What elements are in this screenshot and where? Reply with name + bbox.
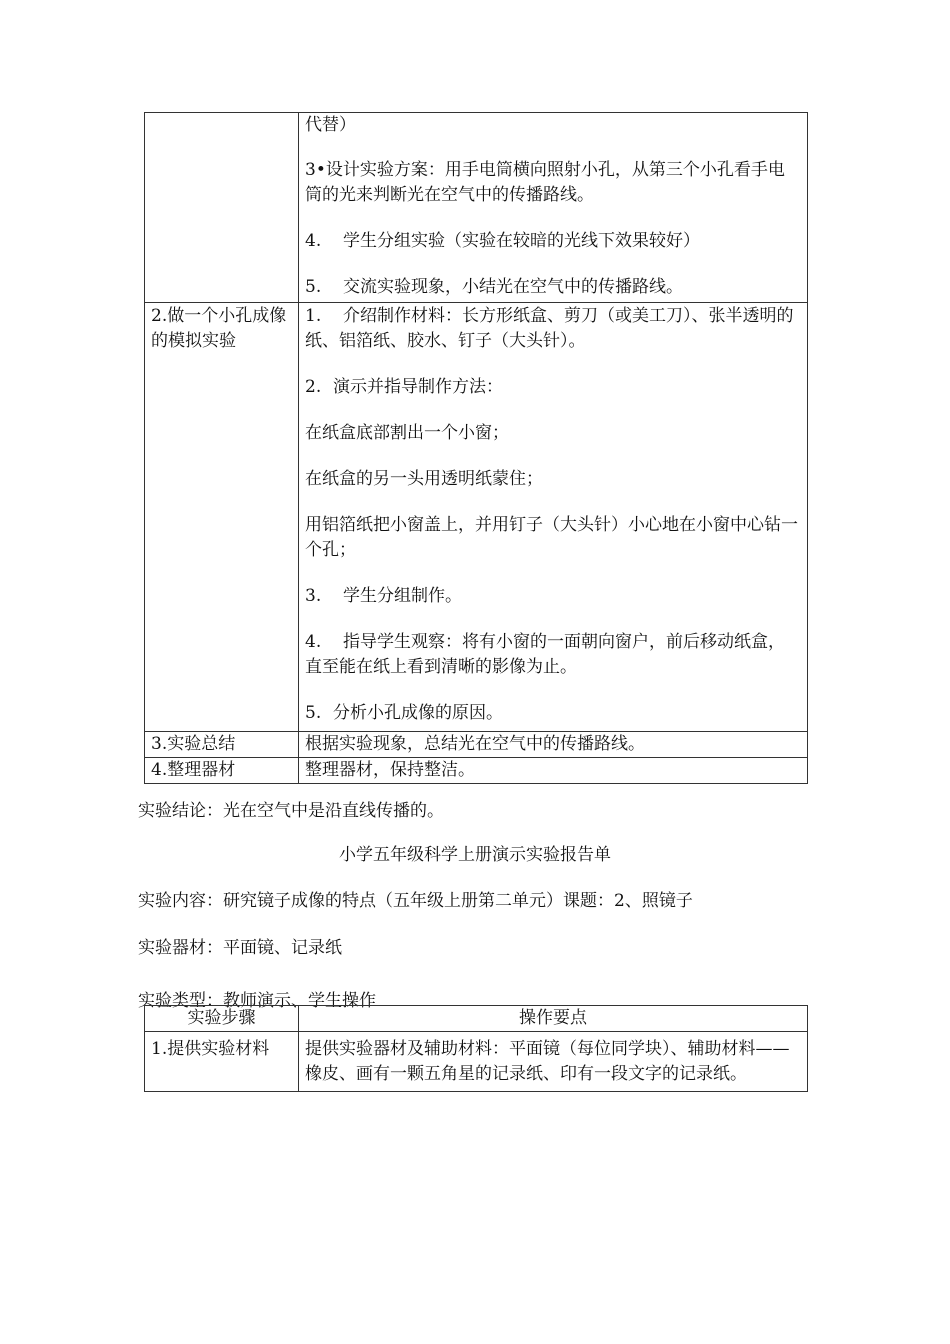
procedure-paragraph: 3. 学生分组制作。 — [305, 586, 462, 606]
procedure-paragraph: 5. 交流实验现象，小结光在空气中的传播路线。 — [305, 277, 683, 297]
procedure-cell: 整理器材，保持整洁。 — [299, 758, 808, 784]
procedure-paragraph: 代替） — [305, 115, 356, 135]
conclusion-text: 实验结论：光在空气中是沿直线传播的。 — [138, 801, 444, 821]
procedure-paragraph: 用铝箔纸把小窗盖上，并用钉子（大头针）小心地在小窗中心钻一个孔； — [305, 515, 798, 560]
step-cell — [145, 113, 299, 303]
procedure-paragraph: 3•设计实验方案：用手电筒横向照射小孔，从第三个小孔看手电筒的光来判断光在空气中的传播路线。 — [305, 160, 785, 205]
table-row — [145, 303, 808, 732]
procedure-paragraph: 4. 指导学生观察：将有小窗的一面朝向窗户，前后移动纸盒，直至能在纸上看到清晰的影像为止。 — [305, 632, 785, 677]
procedure-table-continued — [144, 112, 808, 784]
report-title: 小学五年级科学上册演示实验报告单 — [339, 845, 611, 865]
procedure-paragraph: 2. 演示并指导制作方法： — [305, 377, 503, 397]
procedure-cell — [299, 113, 808, 303]
step-cell: 4.整理器材 — [145, 758, 299, 784]
experiment-content-line: 实验内容：研究镜子成像的特点（五年级上册第二单元）课题：2、照镜子 — [138, 891, 693, 911]
column-header-step: 实验步骤 — [145, 1006, 299, 1032]
step-cell: 3.实验总结 — [145, 732, 299, 758]
experiment-type-line: 实验类型：教师演示、学生操作 — [138, 991, 376, 1011]
procedure-paragraph: 4. 学生分组实验（实验在较暗的光线下效果较好） — [305, 231, 700, 251]
table-header-row — [145, 1006, 808, 1032]
procedure-cell: 根据实验现象，总结光在空气中的传播路线。 — [299, 732, 808, 758]
table-row — [145, 1032, 808, 1092]
procedure-cell: 提供实验器材及辅助材料：平面镜（每位同学块）、辅助材料——橡皮、画有一颗五角星的记录纸、印有一段文字的记录纸。 — [299, 1032, 808, 1092]
table-row — [145, 758, 808, 784]
procedure-paragraph: 在纸盒的另一头用透明纸蒙住； — [305, 469, 543, 489]
experiment-equipment-line: 实验器材：平面镜、记录纸 — [138, 938, 342, 958]
procedure-paragraph: 1. 介绍制作材料：长方形纸盒、剪刀（或美工刀）、张半透明的纸、铝箔纸、胶水、钉子（大头针）。 — [305, 306, 794, 351]
procedure-paragraph: 5. 分析小孔成像的原因。 — [305, 703, 503, 723]
procedure-table — [144, 1005, 808, 1092]
step-cell: 1.提供实验材料 — [145, 1032, 299, 1092]
procedure-cell — [299, 303, 808, 732]
table-row — [145, 732, 808, 758]
step-cell: 2.做一个小孔成像的模拟实验 — [145, 303, 299, 732]
column-header-points: 操作要点 — [299, 1006, 808, 1032]
procedure-paragraph: 在纸盒底部割出一个小窗； — [305, 423, 509, 443]
table-row — [145, 113, 808, 303]
